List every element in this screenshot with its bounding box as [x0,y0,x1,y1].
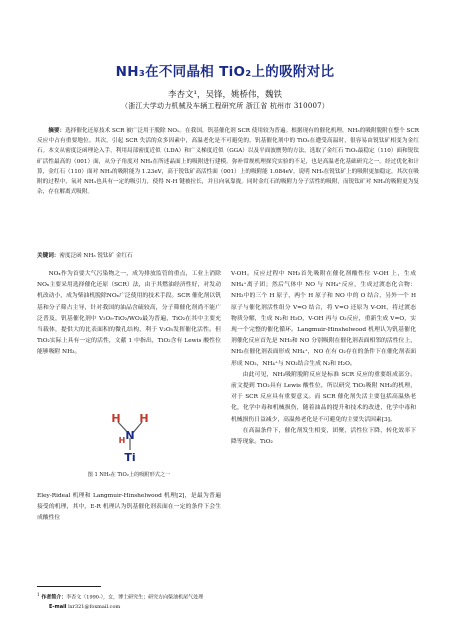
footnote-label: 作者简介： [41,594,67,601]
keywords-label: 关键词： [37,253,60,259]
atom-n: N [125,429,135,442]
atom-ti: Ti [124,451,136,464]
abstract [37,126,419,197]
keywords [37,251,133,259]
keywords-text: 密度泛函 NH₃ 锐钛矿 金红石 [59,253,133,259]
email-address[interactable]: lxr321@foxmail.com [68,603,121,610]
body-left-intro: NOₓ作为首要大气污染物之一，成为排放监管的重点，工业上消除 NOₓ主要采用选择催化还原（SCR）法，由于其燃油经济性好，对发动机改动小，成为柴油机脱除NOₓ广泛使用的技术手段。SCR 催化剂以钒基和分子筛占主导，针对我国的油品含硫较高，分子筛催化剂尚不能广泛普及，钒基催化剂中 V₂O₅-TiO₂/WO₃最为普遍，TiO₂在其中主要充当载体，提供大的比表面积的微孔结构，利于 V₂O₅发挥催化活性。但 TiO₂实际上具有一定的活性，文献 1 中指出，TiO₂含有 Lewis 酸性位能够吸附 NH₃。 [37,271,221,356]
atom-h-bottom: H [118,436,126,445]
footnote-text: 李杏文（1990-），女，博士研究生；研究方向柴油机尾气处理 [66,594,204,601]
body-right-p2: 由此可见，NH₃吸附脱附反应是标准 SCR 反应的重要组成部分。前文提到 TiO₂具有 Lewis 酸性位，所以研究 TiO₂吸附 NH₃的机理，对于 SCR 反应具有重要意义。而 SCR 催化剂失活主要包括高温热老化，化学中毒和机械损伤，随着油品的提升和技术的改进，化学中毒和机械损伤日益减少，高温热老化是不可避免的主要失活因素[3]。 [231,371,416,423]
footnote-email-line [37,603,417,612]
email-label: E-mail [49,603,67,610]
body-right-p1: V-OH。反应过程中 NH₃首先吸附在催化剂酸性位 V-OH 上，生成 NH₄⁺离子团；然后气体中 NO 与 NH₄⁺反应，生成过渡态化合物：NH₃中的三个 H 原子，两个 H 原子和 NO 中的 O 结合，另外一个 H 原子与催化剂活性组分 V=O 结合，将 V=O 还原为 V-OH，将过渡态物质分解，生成 N₂和 H₂O，V-OH 再与 O₂反应，重新生成 V=O，实现一个完整的催化循环。Langmuir-Hinshelwood 机理认为钒基催化剂催化反应首先是 NH₃和 NO 分别吸附在催化剂表面相邻的活性位上，NH₃在催化剂表面形成 NH₄⁺，NO 在有 O₂存在的条件下在催化剂表面形成 NO₂，NH₄⁺与 NO₂结合生成 N₂和 H₂O。 [231,271,416,367]
atom-h-right: H [139,412,149,425]
body-right-p3: 在高温条件下，催化剂发生相变，团聚，活性位下降，转化效率下降等现象。TiO₂ [231,427,416,446]
footnote-mark: 1 [37,592,40,597]
abstract-label: 摘要： [48,128,66,134]
body-right-column [231,269,416,448]
author-footnote [37,590,417,612]
author-list: 李杏文¹，吴锋，姚桥伟，魏铁 [168,90,282,100]
affiliation: （浙江大学动力机械及车辆工程研究所 浙江省 杭州市 310007） [121,102,329,110]
nh3-adsorption-figure [102,408,158,464]
paper-title: NH₃在不同晶相 TiO₂上的吸附对比 [115,64,335,80]
footnote-divider [37,586,101,587]
atom-h-left: H [111,412,121,425]
figure-caption: 图 1 NH₃在 TiO₂上的吸附形式之一 [87,472,171,478]
abstract-text: 选择催化还原技术 SCR 被广泛用于脱除 NOₓ。在我国，钒基催化剂 SCR 使用较为普遍。根据现有的催化机理，NH₃的吸附脱附在整个 SCR 反应中占有重要地位。其次，引起 SCR 失活的众多因素中，高温老化是不可避免的，钒基催化剂中的 TiO₂在遭受高温时，很容易由锐钛矿相变为金红石。本文从密度泛函理论入手，利用局部密度近似（LDA）和广义梯度近似（GGA）以及平面波赝势的方法，选取了金红石 TiO₂最稳定（110）面和锐钛矿活性最高的（001）面，从分子角度对 NH₃在所述晶面上的吸附进行建模。弥补常规机理探究实验的不足，也是高温老化基础研究之一。经过优化和计算，金红石（110）面对 NH₃的吸附能为 1.23eV，高于锐钛矿高活性面（001）上的吸附能 1.084eV。说明 NH₃在锐钛矿上的吸附更加稳定，其次在吸附的过程中，氧对 NH₃也具有一定的吸引力，使得 N-H 键被拉长，并且向氧靠拢。同时金红石的吸附力分子活性的吸附，而锐钛矿对 NH₃的吸附更为复杂，存在解离式吸附。 [37,128,419,196]
body-left-mechanism: Eley-Rideal 机理和 Langmuir-Hinshelwood 机理[2]，是最为普遍接受的机理，其中，E-R 机理认为钒基催化剂表面在一定的条件下会生成酸性位 [37,493,221,522]
